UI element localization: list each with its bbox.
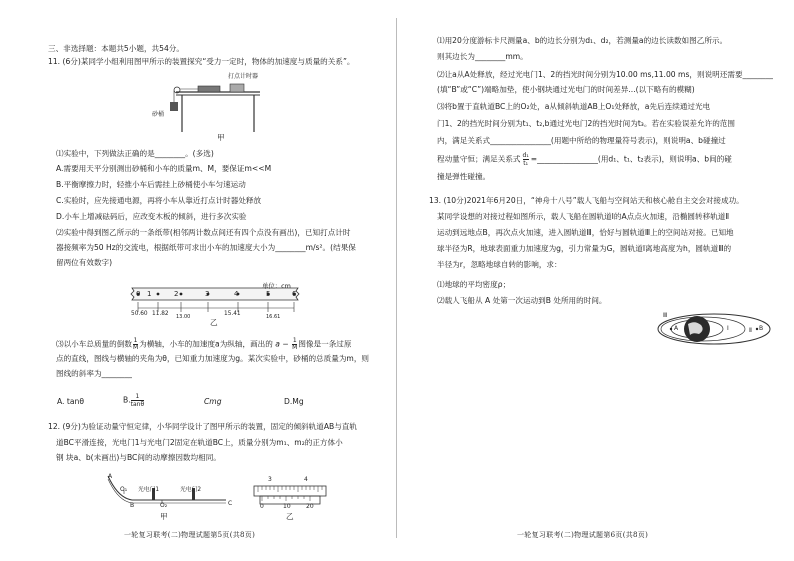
q12-stem-line2: 道BC平滑连接，光电门1与光电门2固定在轨道BC上，质量分别为m₁、m₂的正方体小: [56, 438, 343, 447]
tape-point-0: 0: [136, 290, 141, 298]
q13-line5: 半径为r，忽略地球自转的影响，求：: [437, 260, 562, 269]
orbit-figure: [655, 308, 773, 350]
q12-label-b: B: [130, 502, 135, 509]
q12-r-line3: ⑵让a从A处释放，经过光电门1、2的挡光时间分别为10.00 ms,11.00 ms，则说明还需要________: [437, 70, 773, 79]
section-title: 三、非选择题：本题共5小题，共54分。: [48, 44, 184, 53]
q12-stem-line3: 钢 块a、b(未画出)与BC间的动摩擦因数均相同。: [56, 453, 221, 462]
right-footer: 一轮复习联考(二)物理试题第6页(共8页): [517, 531, 649, 539]
caliper-caption: 乙: [286, 512, 294, 521]
q13-sub1: ⑴地球的平均密度ρ；: [437, 280, 511, 289]
q12-r-line7: 内，满足关系式________________(用题中所给的物理量符号表示)，则说明a、b碰撞过: [437, 136, 726, 145]
orbit-label-i: Ⅰ: [727, 325, 729, 332]
orbit-label-ii: Ⅱ: [749, 327, 752, 334]
q13-line1: 13. (10分)2021年6月20日，“神舟十八号”载人飞船与空间站天和核心舱自主交会对接成功。: [429, 196, 744, 205]
q11-option-c: C.实验时，应先接通电源，再将小车从靠近打点计时器处释放: [56, 196, 262, 205]
q11-sub1: ⑴实验中，下列做法正确的是________。(多选): [56, 149, 214, 158]
q11-sub2-line1: ⑵实验中得到图乙所示的一条纸带(相邻两计数点间还有四个点没有画出)，已知打点计时: [56, 228, 351, 237]
q12-r-line2: 则其边长为________mm。: [437, 52, 528, 61]
q11-sub2-line3: 留两位有效数字): [56, 258, 113, 267]
q12-label-gate1: 光电门1: [138, 487, 160, 493]
q12-r-line9: 撞是弹性碰撞。: [437, 172, 491, 181]
q12-stem-line1: 12. (9分)为验证动量守恒定律，小华同学设计了图甲所示的装置，固定的倾斜轨道AB与直轨: [48, 422, 358, 431]
tape-point-4: 4: [234, 290, 239, 298]
q11-sub3-line1: ⑶以小车总质量的倒数 $\frac{1}{M}$ 为横轴，小车的加速度a为纵轴，画出的 a − $\frac{1}{M}$ 图像是一条过原: [56, 337, 352, 351]
fig-caption-jia: 甲: [217, 133, 225, 142]
q11-answer-d: D.Mg: [284, 397, 304, 406]
caliper-figure: [252, 478, 332, 514]
caliper-vernier-10: 10: [283, 503, 291, 510]
orbit-label-iii: Ⅲ: [663, 312, 668, 319]
tape-point-5: 5: [266, 290, 271, 298]
left-footer: 一轮复习联考(二)物理试题第5页(共8页): [124, 531, 256, 539]
q11-answer-a: A. tanθ: [57, 397, 84, 406]
caliper-vernier-20: 20: [306, 503, 314, 510]
q12-label-o1: O₁: [120, 486, 128, 493]
q12-r-line5: ⑶将b置于直轨道BC上的O₂处，a从倾斜轨道AB上O₁处释放，a先后连续通过光电: [437, 102, 711, 111]
q11-option-d: D.小车上增减砝码后，应改变木板的倾斜，进行多次实验: [56, 212, 247, 221]
tape-point-2: 2: [174, 290, 179, 298]
caliper-vernier-0: 0: [260, 503, 264, 510]
q11-answer-b: B. $\frac{1}{\tan\theta}$: [123, 393, 145, 408]
q12-r-line1: ⑴用20分度游标卡尺测量a、b的边长分别为d₁、d₂，若测量a的边长读数如图乙所示。: [437, 36, 728, 45]
q11-sub3-line2: 点的直线，图线与横轴的夹角为θ，已知重力加速度为g。某次实验中，砂桶的总质量为m，则: [56, 354, 370, 363]
q12-label-c: C: [228, 500, 233, 507]
q11-stem: 11. (6分)某同学小组利用图甲所示的装置探究“受力一定时，物体的加速度与质量的关系”。: [48, 57, 355, 66]
q12-r-line8: 程动量守恒；满足关系式 $\frac{\text{d₁}}{\text{t₁}}$ =________________(用d₁、t₁、t₂表示)，则说明a、b间的碰: [437, 152, 732, 167]
q12-label-gate2: 光电门2: [180, 487, 202, 493]
tape-value-5: 16.61: [266, 314, 281, 320]
q11-answer-c: Cmg: [204, 397, 222, 406]
caliper-main-3: 3: [268, 476, 272, 483]
tape-value-1: 50.60: [131, 311, 148, 317]
orbit-label-a: A: [674, 325, 679, 332]
tape-point-6: 6: [292, 290, 297, 298]
sand-bucket-label: 砂桶: [152, 111, 165, 118]
q11-sub2-line2: 器接频率为50 Hz的交流电，根据纸带可求出小车的加速度大小为________m/s²。(结果保: [56, 243, 356, 252]
tape-value-3: 13.00: [176, 314, 191, 320]
q12-r-line4: (填“B”或“C”)端略加垫，使小钢块通过光电门的时间差异...(以下略有的模糊): [437, 85, 695, 94]
q13-line3: 运动到远地点B，再次点火加速，进入圆轨道Ⅲ，恰好与圆轨道Ⅲ上的空间站对接。已知地: [437, 228, 734, 237]
q13-line4: 球半径为R，地球表面重力加速度为g，引力常量为G，圆轨道Ⅰ离地高度为h，圆轨道Ⅲ的: [437, 244, 732, 253]
q12-label-a: A: [108, 473, 113, 480]
tape-value-4: 15.41: [224, 311, 241, 317]
q11-option-b: B.平衡摩擦力时，轻推小车后需挂上砂桶使小车匀速运动: [56, 180, 246, 189]
q13-sub2: ⑵载人飞船从 A 处第一次运动到B 处所用的时间。: [437, 296, 607, 305]
tape-value-2: 11.82: [152, 311, 169, 317]
right-page: [397, 0, 794, 561]
q11-sub3-line3: 图线的斜率为________: [56, 369, 132, 378]
orbit-label-b: B: [759, 325, 764, 332]
q11-option-a: A.需要用天平分别测出砂桶和小车的质量m、M，要保证m<<M: [56, 164, 272, 173]
q11-figure-cart: [168, 70, 278, 140]
q12-label-o2: O₂: [160, 502, 168, 509]
tape-unit: 单位：cm: [262, 282, 291, 290]
tape-point-1: 1: [147, 290, 152, 298]
caliper-main-4: 4: [304, 476, 308, 483]
q12-caption-jia: 甲: [160, 512, 168, 521]
q12-r-line6: 门1、2的挡光时间分别为t₁、t₂,b通过光电门2的挡光时间为t₃。若在实验误差允许的范围: [437, 119, 735, 128]
tape-point-3: 3: [205, 290, 210, 298]
timer-label: 打点计时器: [228, 73, 259, 80]
tape-caption: 乙: [210, 318, 218, 327]
q13-line2: 某同学设想的对接过程如图所示，载人飞船在圆轨道Ⅰ的A点点火加速，沿椭圆转移轨道Ⅱ: [437, 212, 730, 221]
